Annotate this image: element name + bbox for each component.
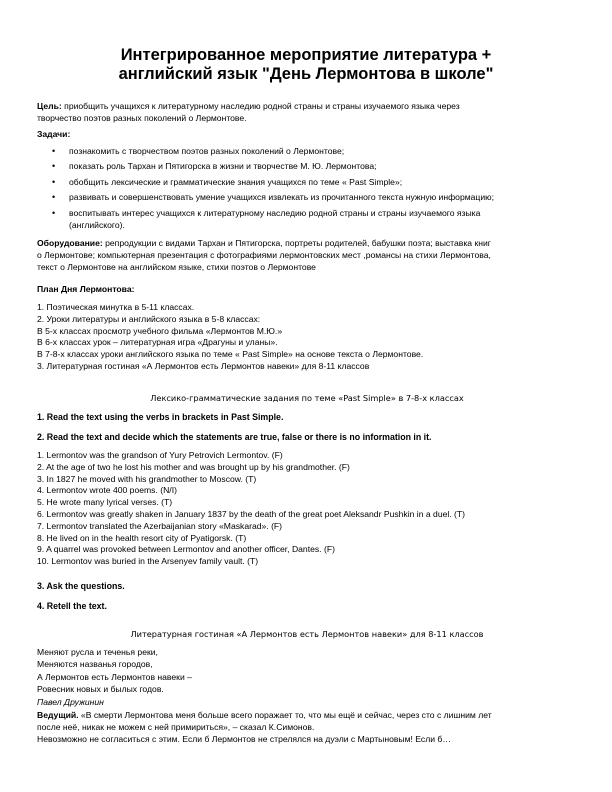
bullet-icon: • (52, 176, 56, 187)
title-line-1: Интегрированное мероприятие литература + (120, 46, 492, 64)
statement-item: 7. Lermontov translated the Azerbaijanian story «Maskarad». (F) (37, 520, 283, 531)
plan-line: В 5-х классах просмотр учебного фильма «Лермонтов М.Ю.» (37, 325, 283, 336)
plan-heading: План Дня Лермонтова: (37, 284, 135, 294)
task-item-text: развивать и совершенствовать умение учащихся извлекать из прочитанного текста нужную информацию; (69, 192, 494, 203)
host-text-3: Невозможно не согласиться с этим. Если б Лермонтов не стрелялся на дуэли с Мартыновым! Если б… (37, 734, 451, 744)
poem-block (37, 646, 577, 708)
task-item-text: обобщить лексические и грамматические знания учащихся по теме « Past Simple»; (69, 176, 403, 187)
lounge-section-heading: Литературная гостиная «А Лермонтов есть Лермонтов навеки» для 8-11 классов (130, 629, 484, 639)
goal-label: Цель: (37, 101, 62, 111)
task-item-text: познакомить с творчеством поэтов разных поколений о Лермонтове; (69, 146, 345, 156)
task-item-continuation: (английского). (69, 220, 125, 231)
list-item (37, 207, 577, 232)
task-item-text: показать роль Тархан и Пятигорска в жизни и творчестве М. Ю. Лермонтова; (69, 161, 377, 172)
list-item (37, 160, 577, 172)
bullet-icon: • (52, 192, 56, 203)
exercise-task-4: 4. Retell the text. (37, 601, 107, 611)
statement-item: 10. Lermontov was buried in the Arsenyev family vault. (T) (37, 556, 259, 567)
bullet-icon: • (52, 161, 56, 172)
poem-line: Ровесник новых и былых годов. (37, 684, 164, 695)
goal-text-1: приобщить учащихся к литературному наследию родной страны и страны изучаемого языка через (61, 101, 460, 111)
host-label: Ведущий. (37, 710, 79, 720)
tasks-heading: Задачи: (37, 129, 71, 139)
lexical-section-heading: Лексико-грамматические задания по теме «Past Simple» в 7-8-х классах (150, 393, 464, 403)
goal-paragraph (37, 100, 577, 124)
plan-line: 3. Литературная гостиная «А Лермонтов есть Лермонтов навеки» для 8-11 классов (37, 360, 370, 371)
equipment-label: Оборудование: (37, 238, 103, 248)
statement-item: 9. A quarrel was provoked between Lermontov and another officer, Dantes. (F) (37, 544, 335, 555)
exercise-task-3: 3. Ask the questions. (37, 581, 125, 591)
page-title (40, 46, 572, 84)
exercise-task-1: 1. Read the text using the verbs in brackets in Past Simple. (37, 412, 284, 422)
bullet-icon: • (52, 146, 56, 156)
list-item (37, 176, 577, 188)
title-line-2: английский язык "День Лермонтова в школе" (118, 65, 494, 83)
plan-list (37, 302, 577, 373)
host-text-2: после неё, никак не можем с ней примириться», – сказал К.Симонов. (37, 722, 315, 732)
plan-line: В 6-х классах урок – литературная игра «Драгуны и уланы». (37, 337, 278, 348)
task-item-text: воспитывать интерес учащихся к литературному наследию родной страны и страны изучаемого языка (69, 207, 481, 218)
statement-item: 1. Lermontov was the grandson of Yury Petrovich Lermontov. (F) (37, 450, 283, 460)
poem-line: Меняются названья городов, (37, 659, 153, 670)
goal-text-2: творчество поэтов разных поколений о Лермонтове. (37, 113, 247, 123)
host-text-1: «В смерти Лермонтова меня больше всего поражает то, что мы ещё и сейчас, через сто с лишним лет (78, 710, 492, 720)
equipment-text-2: о Лермонтове; компьютерная презентация с фотографиями лермонтовских мест ,романсы на стихи Лермонтова, (37, 250, 491, 260)
statement-item: 5. He wrote many lyrical verses. (T) (37, 497, 173, 508)
poem-line: Меняют русла и теченья реки, (37, 647, 158, 657)
statement-item: 8. He lived on in the health resort city of Pyatigorsk. (T) (37, 532, 247, 543)
equipment-text-3: текст о Лермонтове на английском языке, стихи поэтов о Лермонтове (37, 262, 316, 272)
host-paragraph (37, 709, 577, 745)
bullet-icon: • (52, 207, 56, 218)
equipment-paragraph (37, 237, 577, 273)
list-item (37, 191, 577, 203)
poem-line: А Лермонтов есть Лермонтов навеки – (37, 671, 192, 682)
equipment-text-1: репродукции с видами Тархан и Пятигорска, портреты родителей, бабушки поэта; выставка книг (102, 238, 491, 248)
statement-item: 3. In 1827 he moved with his grandmother to Moscow. (T) (37, 473, 257, 484)
statement-item: 2. At the age of two he lost his mother and was brought up by his grandmother. (F) (37, 461, 350, 472)
tasks-list (37, 145, 577, 231)
plan-line: 2. Уроки литературы и английского языка в 5-8 классах: (37, 313, 261, 324)
statement-item: 6. Lermontov was greatly shaken in January 1837 by the death of the great poet Aleksandr Pushkin in a duel. (T) (37, 508, 466, 519)
list-item (37, 145, 577, 157)
statement-item: 4. Lermontov wrote 400 poems. (N/I) (37, 485, 177, 496)
statements-list (37, 450, 577, 568)
plan-line: В 7-8-х классах уроки английского языка по теме « Past Simple» на основе текста о Лермонтове. (37, 349, 424, 360)
poem-author: Павел Дружинин (37, 696, 104, 707)
plan-line: 1. Поэтическая минутка в 5-11 классах. (37, 302, 195, 312)
exercise-task-2: 2. Read the text and decide which the statements are true, false or there is no information in it. (37, 432, 432, 442)
